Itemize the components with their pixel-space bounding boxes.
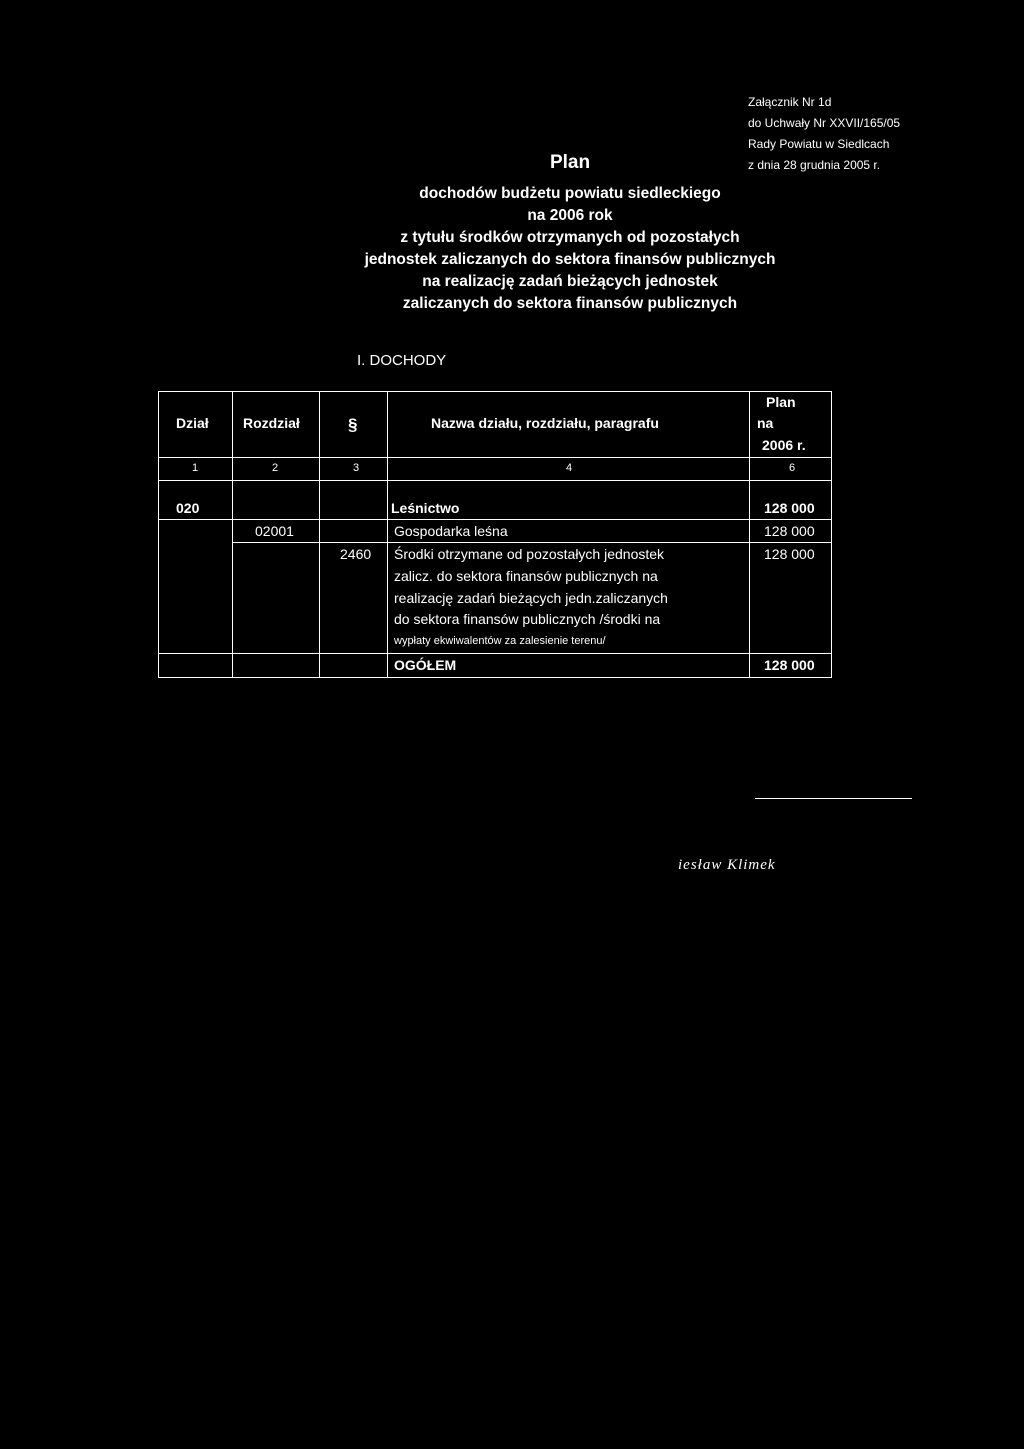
paragraf-plan: 128 000 [764, 546, 815, 562]
subtitle-line: zaliczanych do sektora finansów publicznych [402, 295, 738, 312]
table-divider [158, 480, 832, 481]
table-border [158, 391, 832, 392]
annex-line-2: do Uchwały Nr XXVII/165/05 [748, 116, 901, 130]
subtitle-line: na 2006 rok [527, 207, 613, 224]
rozdzial-plan: 128 000 [764, 523, 815, 539]
table-border [158, 677, 832, 678]
annex-line-4: z dnia 28 grudnia 2005 r. [748, 158, 881, 172]
column-number: 2 [272, 462, 279, 474]
column-number: 4 [566, 462, 573, 474]
annex-line-1: Załącznik Nr 1d [748, 95, 832, 109]
table-divider [387, 391, 388, 678]
income-table [158, 391, 832, 678]
subtitle-line: dochodów budżetu powiatu siedleckiego [419, 185, 721, 202]
rozdzial-name: Gospodarka leśna [394, 523, 508, 539]
paragraf-name: zalicz. do sektora finansów publicznych na [394, 568, 658, 584]
table-divider [158, 457, 832, 458]
table-border [831, 391, 832, 678]
table-divider [232, 391, 233, 678]
subtitle-line: na realizację zadań bieżących jednostek [422, 273, 718, 290]
rozdzial-code: 02001 [255, 523, 294, 539]
table-border [158, 391, 159, 678]
table-divider [319, 391, 320, 678]
column-number: 6 [789, 462, 796, 474]
document-subtitle [0, 183, 1024, 315]
total-value: 128 000 [764, 657, 815, 673]
header-rozdzial: Rozdział [243, 415, 300, 431]
table-divider [158, 653, 832, 654]
subtitle-line: z tytułu środków otrzymanych od pozostałych [400, 229, 740, 246]
paragraf-name: realizację zadań bieżących jedn.zaliczanych [394, 590, 668, 606]
paragraf-name: do sektora finansów publicznych /środki na [394, 611, 661, 627]
subtitle-line: jednostek zaliczanych do sektora finansów publicznych [364, 251, 776, 268]
annex-line-3: Rady Powiatu w Siedlcach [748, 137, 890, 151]
total-label: OGÓŁEM [394, 657, 457, 673]
column-number: 1 [192, 462, 199, 474]
table-divider [749, 391, 750, 678]
header-paragraf: § [348, 415, 358, 434]
table-divider [232, 542, 832, 543]
signature-name: iesław Klimek [678, 857, 776, 873]
header-plan: na [757, 415, 774, 431]
paragraf-name: wypłaty ekwiwalentów za zalesienie terenu/ [394, 635, 606, 647]
paragraf-code: 2460 [340, 546, 372, 562]
document-title: Plan [549, 152, 591, 173]
table-divider [158, 519, 832, 520]
header-plan: 2006 r. [762, 437, 806, 453]
column-number: 3 [353, 462, 360, 474]
paragraf-name: Środki otrzymane od pozostałych jednostek [394, 546, 665, 562]
header-dzial: Dział [176, 415, 209, 431]
signature-line [755, 798, 912, 799]
dzial-name: Leśnictwo [391, 500, 460, 516]
header-nazwa: Nazwa działu, rozdziału, paragrafu [431, 415, 659, 431]
header-plan: Plan [766, 394, 796, 410]
section-heading: I. DOCHODY [357, 352, 447, 369]
dzial-plan: 128 000 [764, 500, 815, 516]
dzial-code: 020 [176, 500, 200, 516]
